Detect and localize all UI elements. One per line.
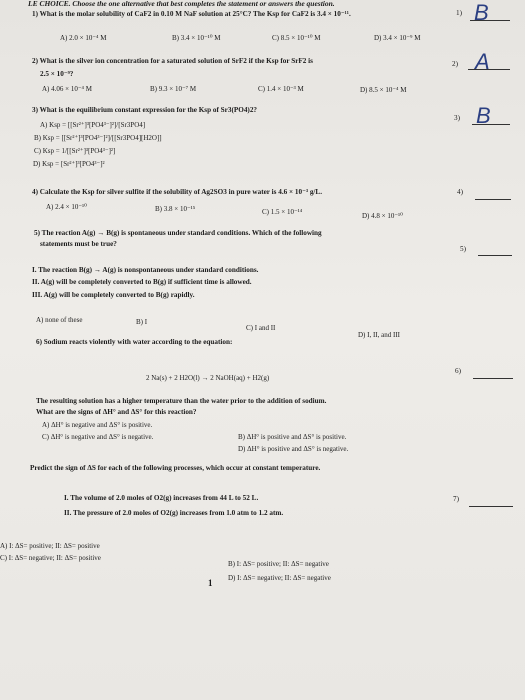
q4-number: 4): [457, 188, 463, 196]
q2-handwritten-answer: A: [475, 49, 490, 74]
q2-option-b[interactable]: B) 9.3 × 10⁻⁷ M: [150, 85, 197, 93]
q1-option-d[interactable]: D) 3.4 × 10⁻⁹ M: [374, 34, 421, 42]
q4-text: 4) Calculate the Ksp for silver sulfite if the solubility of Ag2SO3 in pure water is 4.6 × 10⁻³ g/L.: [32, 188, 323, 196]
q7-statement-1: I. The volume of 2.0 moles of O2(g) increases from 44 L to 52 L.: [64, 494, 259, 502]
q3-number: 3): [454, 114, 460, 122]
q4-option-c[interactable]: C) 1.5 × 10⁻¹⁴: [262, 208, 303, 216]
q7-answer-blank[interactable]: [469, 506, 513, 507]
q5-option-c[interactable]: C) I and II: [246, 324, 276, 332]
q2-text-continued: 2.5 × 10⁻⁹?: [40, 70, 74, 78]
q1-option-a[interactable]: A) 2.0 × 10⁻⁴ M: [60, 34, 107, 42]
q2-option-c[interactable]: C) 1.4 × 10⁻³ M: [258, 85, 304, 93]
q6-answer-blank[interactable]: [473, 378, 513, 379]
q1-option-c[interactable]: C) 8.5 × 10⁻¹⁰ M: [272, 34, 321, 42]
q3-option-c[interactable]: C) Ksp = 1/[[Sr²⁺]³[PO4³⁻]²]: [34, 147, 116, 155]
q1-option-b[interactable]: B) 3.4 × 10⁻¹⁰ M: [172, 34, 221, 42]
q6-option-b[interactable]: B) ΔH° is positive and ΔS° is positive.: [238, 433, 347, 441]
q3-option-b[interactable]: B) Ksp = [[Sr²⁺]³[PO4³⁻]²]/[[Sr3PO4][H2O]]: [34, 134, 162, 142]
page-number: 1: [208, 578, 213, 588]
q5-statement-3: III. A(g) will be completely converted to B(g) rapidly.: [32, 291, 195, 299]
q2-text: 2) What is the silver ion concentration for a saturated solution of SrF2 if the Ksp for SrF2 is: [32, 57, 313, 65]
q1-number: 1): [456, 9, 462, 17]
q5-option-d[interactable]: D) I, II, and III: [358, 331, 400, 339]
q2-option-a[interactable]: A) 4.06 × 10⁻⁴ M: [42, 85, 92, 93]
section-header: LE CHOICE. Choose the one alternative that best completes the statement or answers the question.: [28, 0, 335, 8]
q6-equation: 2 Na(s) + 2 H2O(l) → 2 NaOH(aq) + H2(g): [146, 374, 270, 382]
q7-number: 7): [453, 495, 459, 503]
q5-number: 5): [460, 245, 466, 253]
q1-text: 1) What is the molar solubility of CaF2 in 0.10 M NaF solution at 25°C? The Ksp for CaF2 is 3.4 × 10⁻¹¹.: [32, 10, 351, 18]
q4-option-a[interactable]: A) 2.4 × 10⁻¹⁰: [46, 203, 87, 211]
q7-option-b[interactable]: B) I: ΔS= positive; II: ΔS= negative: [228, 560, 329, 568]
q6-number: 6): [455, 367, 461, 375]
q6-option-a[interactable]: A) ΔH° is negative and ΔS° is positive.: [42, 421, 153, 429]
q6-text-3: What are the signs of ΔH° and ΔS° for this reaction?: [36, 408, 197, 416]
q5-option-a[interactable]: A) none of these: [36, 316, 83, 324]
q4-option-b[interactable]: B) 3.8 × 10⁻¹⁵: [155, 205, 196, 213]
q6-text-2: The resulting solution has a higher temperature than the water prior to the addition of sodium.: [36, 397, 327, 405]
q7-statement-2: II. The pressure of 2.0 moles of O2(g) increases from 1.0 atm to 1.2 atm.: [64, 509, 284, 517]
q3-handwritten-answer: B: [476, 103, 491, 128]
q2-number: 2): [452, 60, 458, 68]
q5-text-continued: statements must be true?: [40, 240, 117, 248]
q3-option-d[interactable]: D) Ksp = [Sr²⁺]³[PO4³⁻]²: [33, 160, 105, 168]
q6-text: 6) Sodium reacts violently with water according to the equation:: [36, 338, 233, 346]
q5-statement-2: II. A(g) will be completely converted to B(g) if sufficient time is allowed.: [32, 278, 252, 286]
q5-answer-blank[interactable]: [478, 255, 512, 256]
q6-option-c[interactable]: C) ΔH° is negative and ΔS° is negative.: [42, 433, 154, 441]
q3-text: 3) What is the equilibrium constant expression for the Ksp of Sr3(PO4)2?: [32, 106, 258, 114]
q1-handwritten-answer: B: [474, 0, 489, 25]
q5-text: 5) The reaction A(g) → B(g) is spontaneous under standard conditions. Which of the following: [34, 229, 322, 237]
q7-option-c[interactable]: C) I: ΔS= negative; II: ΔS= positive: [0, 554, 101, 562]
q4-option-d[interactable]: D) 4.8 × 10⁻¹⁰: [362, 212, 403, 220]
q7-option-d[interactable]: D) I: ΔS= negative; II: ΔS= negative: [228, 574, 331, 582]
q3-option-a[interactable]: A) Ksp = [[Sr²⁺]³[PO4³⁻]²]/[Sr3PO4]: [40, 121, 146, 129]
q6-option-d[interactable]: D) ΔH° is positive and ΔS° is negative.: [238, 445, 349, 453]
q7-text: Predict the sign of ΔS for each of the following processes, which occur at constant temperature.: [30, 464, 321, 472]
q5-option-b[interactable]: B) I: [136, 318, 148, 326]
q2-option-d[interactable]: D) 8.5 × 10⁻⁴ M: [360, 86, 407, 94]
q7-option-a[interactable]: A) I: ΔS= positive; II: ΔS= positive: [0, 542, 100, 550]
q5-statement-1: I. The reaction B(g) → A(g) is nonspontaneous under standard conditions.: [32, 266, 259, 274]
q4-answer-blank[interactable]: [475, 199, 511, 200]
